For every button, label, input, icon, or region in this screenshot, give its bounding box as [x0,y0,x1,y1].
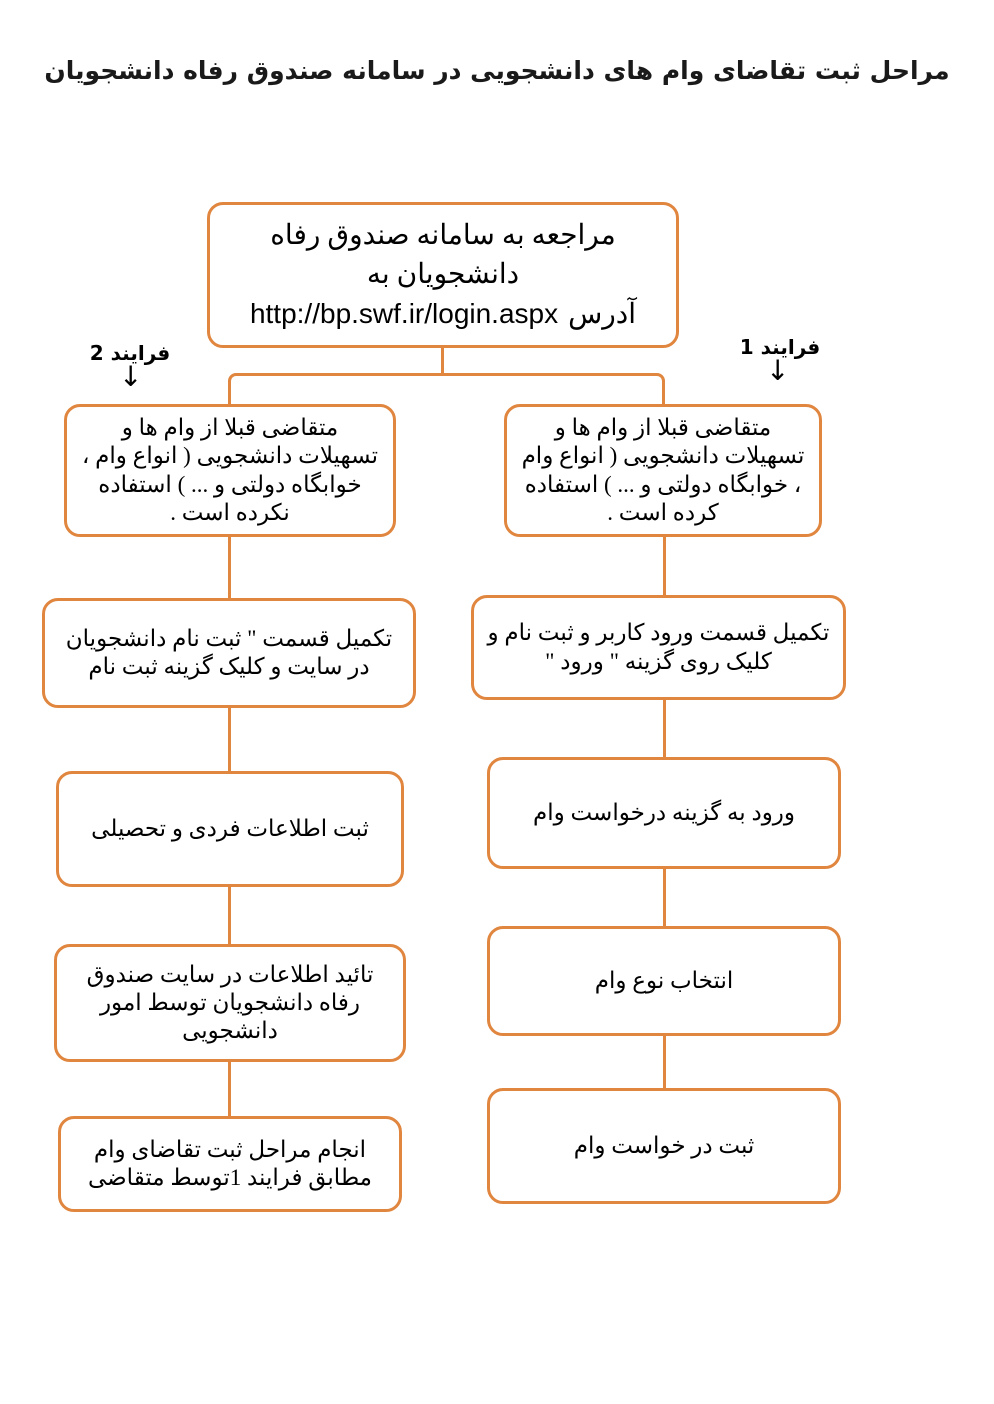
flow-box-p2-step-2: تکمیل قسمت " ثبت نام دانشجویان در سایت و کلیک گزینه ثبت نام [42,598,416,708]
flow-box-root [207,202,679,348]
process-1-label: فرایند 1 [739,335,821,359]
connector-branch-tee [228,373,665,405]
process-2-label: فرایند 2 [89,341,171,365]
connector-p1-1 [663,535,666,596]
down-arrow-icon: ↓ [119,360,143,393]
portal-url: http://bp.swf.ir/login.aspx [249,298,559,330]
connector-p1-3 [663,867,666,927]
connector-root-stem [441,347,444,374]
flow-box-p1-step-3: ورود به گزینه درخواست وام [487,757,841,869]
root-box-line1: مراجعه به سامانه صندوق رفاه دانشجویان به [270,219,616,290]
root-box-url-line [250,294,636,334]
flow-box-p2-step-1: متقاضی قبلا از وام ها و تسهیلات دانشجویی ( انواع وام ، خوابگاه دولتی و ... ) استفاده نکرده است . [64,404,396,537]
flow-box-p2-step-3: ثبت اطلاعات فردی و تحصیلی [56,771,404,887]
connector-p2-1 [228,535,231,599]
diagram-title: مراحل ثبت تقاضای وام های دانشجویی در سامانه صندوق رفاه دانشجویان [44,56,950,85]
flow-box-p1-step-4: انتخاب نوع وام [487,926,841,1036]
flow-box-p2-step-5: انجام مراحل ثبت تقاضای وام مطابق فرایند 1توسط متقاضی [58,1116,402,1212]
connector-p1-2 [663,698,666,758]
connector-p2-2 [228,706,231,772]
connector-p2-4 [228,1060,231,1117]
down-arrow-icon: ↓ [766,354,790,387]
flow-box-p1-step-2: تکمیل قسمت ورود کاربر و ثبت نام و کلیک روی گزینه " ورود " [471,595,846,700]
flow-box-p1-step-5: ثبت در خواست وام [487,1088,841,1204]
connector-p2-3 [228,885,231,945]
address-label: آدرس [568,299,637,331]
connector-p1-4 [663,1034,666,1089]
flow-box-p1-step-1: متقاضی قبلا از وام ها و تسهیلات دانشجویی ( انواع وام ، خوابگاه دولتی و ... ) استفاده کرده است . [504,404,822,537]
flow-box-p2-step-4: تائید اطلاعات در سایت صندوق رفاه دانشجویان توسط امور دانشجویی [54,944,406,1062]
